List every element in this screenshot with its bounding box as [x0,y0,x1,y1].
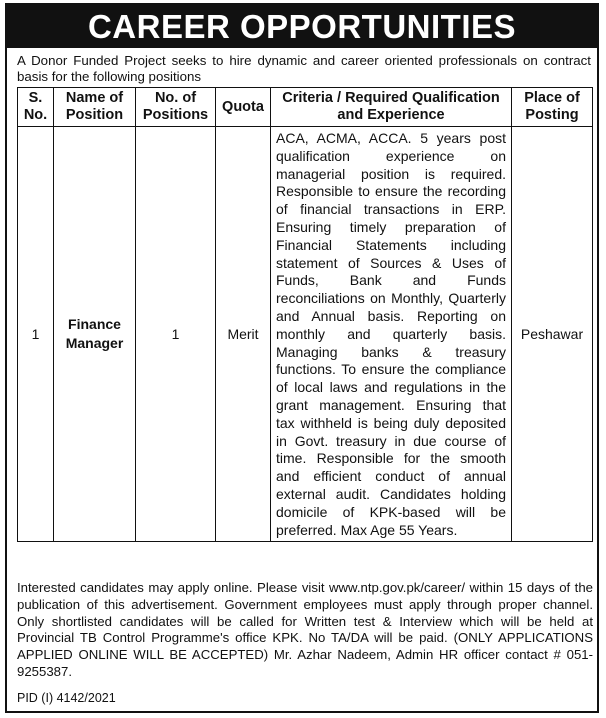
positions-table [17,87,593,542]
intro-text: A Donor Funded Project seeks to hire dynamic and career oriented professionals on contract basis for the following positions [17,53,591,84]
pid-code: PID (I) 4142/2021 [17,691,116,705]
header-position: Name of Position [54,88,136,127]
table-header-row [18,88,593,127]
header-quota: Quota [216,88,271,127]
cell-sno: 1 [18,127,54,542]
header-posting: Place of Posting [512,88,593,127]
footer-text: Interested candidates may apply online. Please visit www.ntp.gov.pk/career/ within 15 days of the publication of this advertisement. Government employees must apply through proper channel. Only shortlisted candidates will be called for Written test & Interview which will be held at Provincial TB Control Programme's office KPK. No TA/DA will be paid. (ONLY APPLICATIONS APPLIED ONLINE WILL BE ACCEPTED) Mr. Azhar Nadeem, Admin HR officer contact # 051-9255387. [17,580,593,679]
header-positions-count: No. of Positions [136,88,216,127]
cell-posting: Peshawar [512,127,593,542]
header-sno: S. No. [18,88,54,127]
cell-criteria: ACA, ACMA, ACCA. 5 years post qualification experience on managerial position is required. Responsible to ensure the recording of financial transactions in ERP. Ensuring timely preparation of Financial Statements including statement of Sources & Uses of Funds, Bank and Funds reconciliations on Monthly, Quarterly and Annual basis. Reporting on monthly and quarterly basis. Managing banks & treasury functions. To ensure the compliance of local laws and regulations in the grant management. Ensuring that tax withheld is being duly deposited in Govt. treasury in due course of time. Responsible for the smooth and efficient conduct of annual external audit. Candidates holding domicile of KPK-based will be preferred. Max Age 55 Years. [271,127,512,542]
cell-quota: Merit [216,127,271,542]
advertisement [5,3,599,713]
table-row [18,127,593,542]
cell-positions-count: 1 [136,127,216,542]
header-criteria: Criteria / Required Qualification and Experience [271,88,512,127]
page-title: CAREER OPPORTUNITIES [7,5,597,48]
cell-position: Finance Manager [54,127,136,542]
